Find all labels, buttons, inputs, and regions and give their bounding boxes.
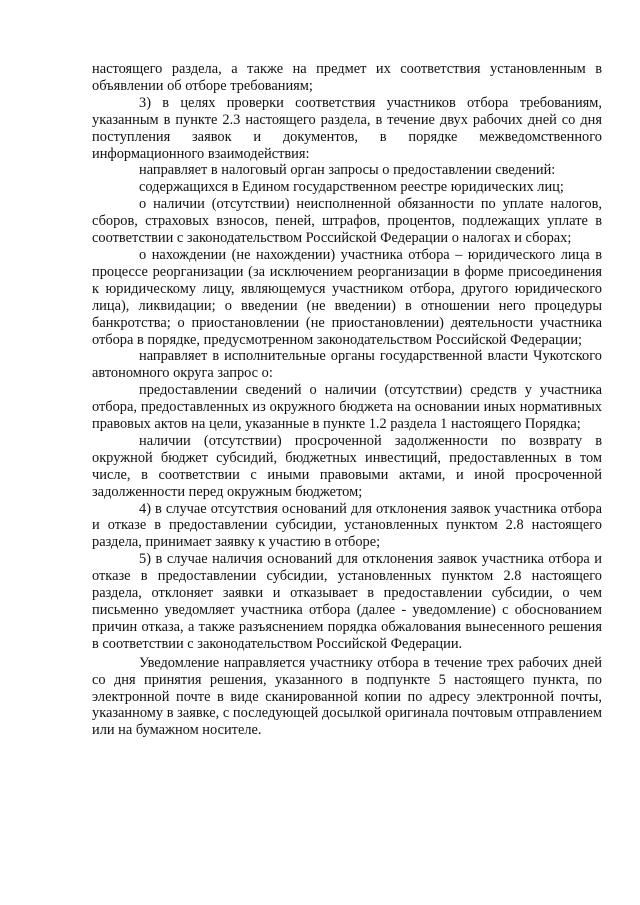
paragraph: 4) в случае отсутствия оснований для отклонения заявок участника отбора и отказе в предоставлении субсидии, установленных пунктом 2.8 настоящего раздела, принимает заявку к участию в отборе; [92,500,602,551]
paragraph: предоставлении сведений о наличии (отсутствии) средств у участника отбора, предоставленных из окружного бюджета на основании иных нормативных правовых актов на цели, указанные в пункте 1.2 раздела 1 настоящего Порядка; [92,382,602,433]
paragraph: настоящего раздела, а также на предмет их соответствия установленным в объявлении об отборе требованиям; [92,61,602,94]
paragraph: направляет в исполнительные органы государственной власти Чукотского автономного округа запрос о: [92,348,602,382]
paragraph: о наличии (отсутствии) неисполненной обязанности по уплате налогов, сборов, страховых взносов, пеней, штрафов, процентов, подлежащих уплате в соответствии с законодательством Российской Федерации о налогах и сборах; [92,196,602,247]
paragraph: 3) в целях проверки соответствия участников отбора требованиям, указанным в пункте 2.3 настоящего раздела, в течение двух рабочих дней со дня поступления заявок и документов, в порядке межведомственного информационного взаимодействия: [92,94,602,162]
paragraph: 5) в случае наличия оснований для отклонения заявок участника отбора и отказе в предоставлении субсидии, установленных пунктом 2.8 настоящего раздела, отклоняет заявки и отказывает в предоставлении субсидии, о чем письменно уведомляет участника отбора (далее - уведомление) с обоснованием причин отказа, а также разъяснением порядка обжалования вынесенного решения в соответствии с законодательством Российской Федерации. [92,551,602,652]
paragraph: содержащихся в Едином государственном реестре юридических лиц; [139,179,564,196]
paragraph: о нахождении (не нахождении) участника отбора – юридического лица в процессе реорганизации (за исключением реорганизации в форме присоединения к юридическому лицу, являющемуся участником отбора, другого юридического лица), ликвидации; о введении (не введении) в отношении него процедуры банкротства; о приостановлении (не приостановлении) деятельности участника отбора в порядке, предусмотренном законодательством Российской Федерации; [92,246,602,348]
paragraph: направляет в налоговый орган запросы о предоставлении сведений: [139,162,556,179]
paragraph: наличии (отсутствии) просроченной задолженности по возврату в окружной бюджет субсидий, бюджетных инвестиций, предоставленных в том числе, в соответствии с иными правовыми актами, и иной просроченной задолженности перед окружным бюджетом; [92,432,602,500]
document-page [92,61,602,739]
paragraph: Уведомление направляется участнику отбора в течение трех рабочих дней со дня принятия решения, указанного в подпункте 5 настоящего пункта, по электронной почте в виде сканированной копии по адресу электронной почты, указанному в заявке, с последующей досылкой оригинала почтовым отправлением или на бумажном носителе. [92,654,602,739]
